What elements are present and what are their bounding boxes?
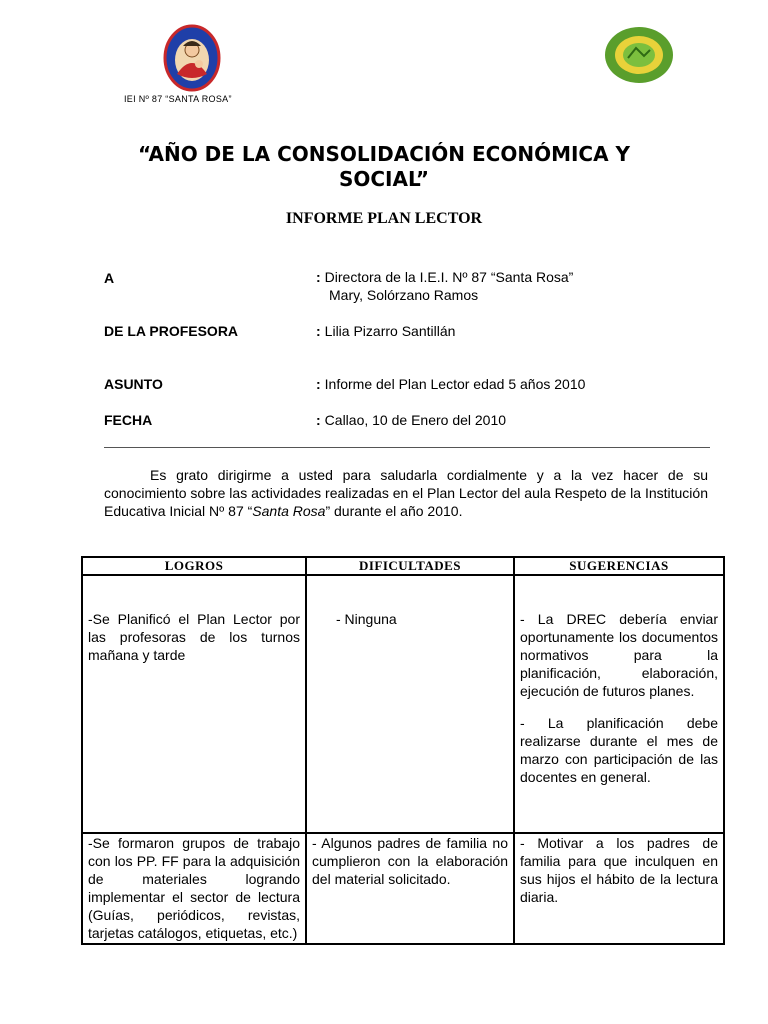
school-crest-icon (163, 24, 221, 92)
date: Callao, 10 de Enero del 2010 (324, 412, 507, 428)
column-header-sugerencias: SUGERENCIAS (514, 557, 724, 575)
table-cell (306, 833, 514, 944)
colon: : (316, 412, 321, 428)
sugerencia-text: - La DREC debería enviar oportunamente los documentos normativos para la planificación, elaboración, ejecución de futuros planes. (520, 611, 718, 699)
logro-text: -Se formaron grupos de trabajo con los PP. FF para la adquisición de materiales logrando implementar el sector de lectura (Guías, periódicos, revistas, tarjetas catálogos, etiquetas, etc.) (88, 835, 300, 941)
sugerencia-text: - La planificación debe realizarse durante el mes de marzo con participación de las docentes en general. (520, 715, 718, 785)
teacher-name: Lilia Pizarro Santillán (324, 323, 456, 339)
colon: : (316, 376, 321, 392)
school-label: IEI Nº 87 “SANTA ROSA” (124, 94, 232, 104)
field-value-to (316, 268, 573, 304)
intro-paragraph (104, 466, 708, 520)
table-cell (306, 575, 514, 833)
field-label-subject: ASUNTO (104, 376, 163, 392)
field-label-from: DE LA PROFESORA (104, 323, 239, 339)
addressee-name: Mary, Solórzano Ramos (329, 287, 479, 303)
column-header-logros: LOGROS (82, 557, 306, 575)
field-value-subject (316, 375, 585, 393)
intro-text-end: ” durante el año 2010. (325, 503, 463, 519)
table-cell (514, 833, 724, 944)
subject: Informe del Plan Lector edad 5 años 2010 (324, 376, 586, 392)
logro-text: -Se Planificó el Plan Lector por las profesoras de los turnos mañana y tarde (88, 611, 300, 663)
colon: : (316, 323, 321, 339)
dificultad-text: - Algunos padres de familia no cumplieron con la elaboración del material solicitado. (312, 835, 508, 887)
column-header-dificultades: DIFICULTADES (306, 557, 514, 575)
addressee: Directora de la I.E.I. Nº 87 “Santa Rosa” (324, 269, 574, 285)
field-label-date: FECHA (104, 412, 153, 428)
colon: : (316, 269, 321, 285)
plan-table (81, 556, 725, 945)
table-header-row (82, 557, 724, 575)
field-label-to: A (104, 270, 115, 286)
table-row (82, 575, 724, 833)
table-cell (82, 575, 306, 833)
report-title: INFORME PLAN LECTOR (285, 210, 483, 227)
table-cell (514, 575, 724, 833)
field-value-date (316, 411, 506, 429)
intro-school-name: Santa Rosa (252, 503, 326, 519)
field-value-from (316, 322, 455, 340)
year-motto-title: “AÑO DE LA CONSOLIDACIÓN ECONÓMICA Y SOCIAL” (137, 142, 631, 191)
iso-seal-icon (604, 26, 674, 84)
table-row (82, 833, 724, 944)
dificultad-text: - Ninguna (336, 611, 397, 627)
divider (104, 447, 710, 448)
intro-text: Es grato dirigirme a usted para saludarla cordialmente y a la vez hacer de su conocimiento sobre las actividades realizadas en el Plan Lector del aula Respeto de la Institución Educativa Inicial Nº 87 “ (104, 467, 708, 519)
sugerencia-text: - Motivar a los padres de familia para que inculquen en sus hijos el hábito de la lectura diaria. (520, 835, 718, 905)
table-cell (82, 833, 306, 944)
